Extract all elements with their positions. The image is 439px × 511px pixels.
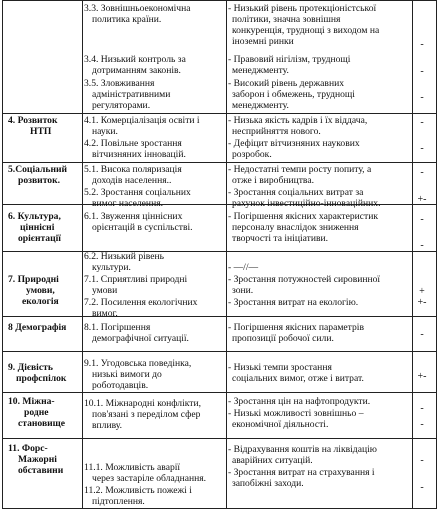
impact-text: рахунок інвестиційно-інноваційних. <box>232 198 381 209</box>
impact-text: - Низький рівень протекціоністської <box>228 3 377 14</box>
item-text: регуляторами. <box>92 100 151 111</box>
category-label: 11. Форс- <box>8 443 48 454</box>
impact-text: пропозиції робочої сили. <box>232 333 334 344</box>
impact-text: - Погіршення якісних характеристик <box>228 211 379 222</box>
category-label: орієнтації <box>18 233 61 244</box>
item-text: адміністративними <box>92 89 171 100</box>
item-text: вітчизняних інновацій. <box>92 149 186 160</box>
item-text: культури. <box>92 262 131 273</box>
impact-mark: - <box>420 117 424 128</box>
impact-text: менеджменту. <box>232 65 289 76</box>
impact-mark: +- <box>417 371 427 382</box>
item-text: 6.2. Низький рівень <box>84 251 165 262</box>
item-text: через застаріле обладнання. <box>92 473 207 484</box>
item-text: 11.2. Можливість пожежі і <box>84 485 192 496</box>
item-text: вимог населення. <box>92 198 164 209</box>
row-divider <box>3 316 436 317</box>
impact-text: розробок. <box>232 149 272 160</box>
impact-text: політики, значна зовнішня <box>232 14 341 25</box>
impact-text: - Низькі темпи зростання <box>228 362 332 373</box>
impact-text: менеджменту. <box>232 100 289 111</box>
row-divider <box>3 162 436 163</box>
row-divider <box>3 392 436 393</box>
impact-text: - Зростання потужностей сировинної <box>228 274 381 285</box>
category-label: становище <box>18 418 66 429</box>
item-text: 4.2. Повільне зростання <box>84 138 182 149</box>
impact-text: - Відрахування коштів на ліквідацію <box>228 444 377 455</box>
category-label: умови, <box>26 285 55 296</box>
item-text: 5.1. Висока поляризація <box>84 164 182 175</box>
item-text: 3.4. Низький контроль за <box>84 54 186 65</box>
category-label: 8 Демографія <box>8 322 67 333</box>
category-label: Мажорні <box>18 454 57 465</box>
item-text: науки. <box>92 126 118 137</box>
impact-text: іноземні ринки <box>232 36 294 47</box>
impact-text: - Зростання витрат на екологію. <box>228 297 359 308</box>
impact-mark: - <box>420 66 424 77</box>
impact-text: - Високий рівень державних <box>228 78 345 89</box>
impact-text: персоналу внаслідок зниження <box>232 222 359 233</box>
item-text: вимог. <box>92 308 118 319</box>
item-text: доходів населення.. <box>92 175 172 186</box>
category-label: 4. Розвиток <box>8 115 58 126</box>
item-text: 9.1. Угодовська поведінка, <box>84 358 192 369</box>
impact-mark: + <box>419 286 425 297</box>
impact-text: соціальних вимог, отже і витрат. <box>232 373 364 384</box>
impact-mark: - <box>420 419 424 430</box>
impact-text: аварійних ситуацій. <box>232 455 313 466</box>
row-divider <box>3 351 436 352</box>
row-divider <box>3 251 436 252</box>
impact-mark: - <box>420 329 424 340</box>
item-text: 6.1. Звуження ціннісних <box>84 211 183 222</box>
impact-text: зони. <box>232 285 254 296</box>
impact-mark: +- <box>417 297 427 308</box>
impact-mark: - <box>420 403 424 414</box>
impact-text: отже і виробництва. <box>232 175 314 186</box>
impact-text: - Низька якість кадрів і їх віддача, <box>228 115 368 126</box>
category-label: НТП <box>30 126 52 137</box>
impact-mark: - <box>420 92 424 103</box>
item-text: 3.5. Зловживання <box>84 78 155 89</box>
category-label: екологія <box>22 296 59 307</box>
category-label: розвиток. <box>18 175 61 186</box>
category-label: 10. Міжна- <box>8 396 55 407</box>
impact-text: - Дефіцит вітчизняних наукових <box>228 138 360 149</box>
item-text: 7.1. Сприятливі природні <box>84 274 188 285</box>
item-text: 4.1. Комерціалізація освіти і <box>84 115 200 126</box>
item-text: орієнтацій в суспільстві. <box>92 222 193 233</box>
impact-text: - —//— <box>228 262 259 273</box>
item-text: роботодавців. <box>92 380 149 391</box>
impact-text: - Погіршення якісних параметрів <box>228 322 364 333</box>
item-text: демографічної ситуації. <box>92 333 189 344</box>
column-divider <box>82 1 83 508</box>
column-divider <box>226 1 227 508</box>
item-text: политика країни. <box>92 14 162 25</box>
item-text: дотриманням законів. <box>92 65 181 76</box>
item-text: умови <box>92 285 118 296</box>
impact-mark: - <box>420 39 424 50</box>
item-text: пов'язані з переділом сфер <box>92 409 201 420</box>
impact-mark: - <box>420 167 424 178</box>
item-text: 8.1. Погіршення <box>84 322 151 333</box>
category-label: 6. Культура, <box>8 211 61 222</box>
item-text: низькі вимоги до <box>92 369 162 380</box>
impact-text: - Зростання соціальних витрат за <box>228 187 364 198</box>
item-text: впливу. <box>92 420 123 431</box>
impact-text: несприйняття нового. <box>232 126 321 137</box>
category-label: обставини <box>18 465 64 476</box>
category-label: 9. Дієвість <box>8 362 53 373</box>
item-text: 7.2. Посилення екологічних <box>84 297 198 308</box>
impact-mark: - <box>420 482 424 493</box>
impact-text: заборон і обмежень, труднощі <box>232 89 355 100</box>
item-text: 11.1. Можливість аварії <box>84 462 181 473</box>
category-label: профспілок <box>16 373 67 384</box>
impact-text: конкуренція, труднощі з виходом на <box>232 25 380 36</box>
row-divider <box>3 113 436 114</box>
item-text: 10.1. Міжнародні конфлікти, <box>84 398 201 409</box>
factors-table <box>2 0 437 509</box>
impact-mark: - <box>420 455 424 466</box>
impact-text: - Правовий нігілізм, труднощі <box>228 54 351 65</box>
category-label: 5.Соціальний <box>8 164 68 175</box>
category-label: ціннісні <box>20 222 55 233</box>
category-label: 7. Природні <box>8 274 59 285</box>
impact-mark: - <box>420 214 424 225</box>
impact-text: запобіжні заходи. <box>232 478 304 489</box>
item-text: 5.2. Зростання соціальних <box>84 187 191 198</box>
impact-text: - Недостатні темпи росту попиту, а <box>228 164 372 175</box>
impact-text: творчості та ініціативи. <box>232 233 329 244</box>
category-label: родне <box>24 407 49 418</box>
impact-text: - Зростання витрат на страхування і <box>228 467 375 478</box>
impact-mark: - <box>420 240 424 251</box>
column-divider <box>412 1 413 508</box>
impact-mark: +- <box>417 194 427 205</box>
row-divider <box>3 438 436 439</box>
impact-mark: - <box>420 143 424 154</box>
item-text: 3.3. Зовнішньоекономічна <box>84 3 191 14</box>
impact-text: - Зростання цін на нафтопродукти. <box>228 396 371 407</box>
item-text: підтоплення. <box>92 496 145 507</box>
impact-text: економічної діяльності. <box>232 419 329 430</box>
impact-text: - Низькі можливості зовнішньо – <box>228 408 364 419</box>
